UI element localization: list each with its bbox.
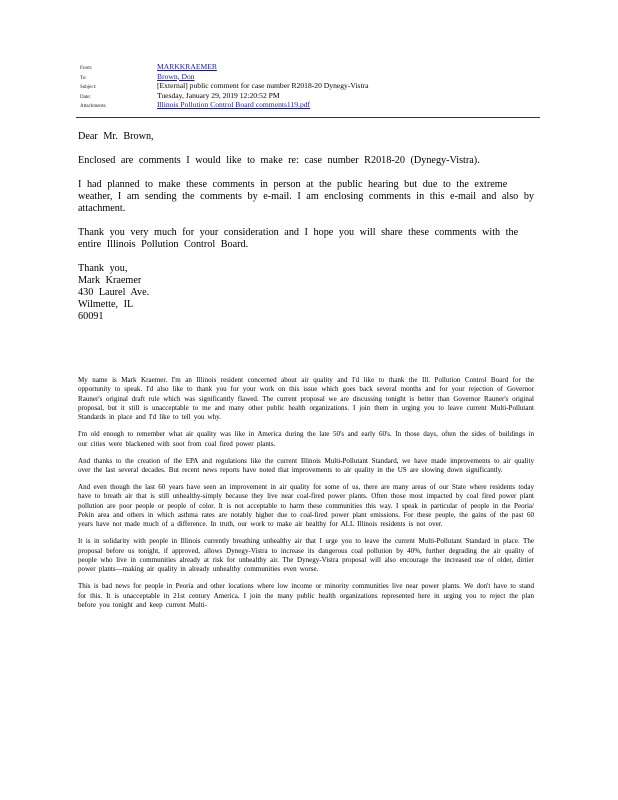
header-divider <box>76 117 540 118</box>
date-value: Tuesday, January 29, 2019 12:20:52 PM <box>157 90 280 100</box>
signature-name: Mark Kraemer <box>78 275 142 286</box>
from-value[interactable]: MARKKRAEMER <box>157 62 217 71</box>
header-attachments-row <box>80 100 550 110</box>
letter-body <box>78 131 538 323</box>
letter-paragraph-3: Thank you very much for your consideration and I hope you will share these comments with the entire Illinois Pollution Control Board. <box>78 227 519 250</box>
essay-paragraph: My name is Mark Kraemer. I'm an Illinois resident concerned about air quality and I'd like to thank the Ill. Pollution Control Board for the opportunity to speak. I'd also like to thank you for your work on this issue which goes back several months and for your rejection of Governor Rauner's original draft rule which was significantly flawed. The current proposal we are discussing tonight is better than Governor Rauner's original proposal, but it still is unacceptable to me and many other public health organizations. I join them in urging you to leave current Multi-Pollutant Standards in place and I'd like to tell you why. <box>78 376 534 422</box>
date-label: Date: <box>80 94 91 100</box>
essay-paragraph: And thanks to the creation of the EPA and regulations like the current Illinois Multi-Pollutant Standard, we have made improvements to air quality over the last several decades. But recent news reports have noted that improvements to air quality in the US are slowing down significantly. <box>78 456 534 474</box>
letter-paragraph-1: Enclosed are comments I would like to make re: case number R2018-20 (Dynegy-Vistra). <box>78 155 480 166</box>
salutation: Dear Mr. Brown, <box>78 131 154 142</box>
email-header <box>80 62 550 110</box>
essay-paragraph: I'm old enough to remember what air quality was like in America during the late 50's and early 60's. In those days, often the sides of buildings in our cities were blackened with soot from coal fired power plants. <box>78 430 534 448</box>
essay-paragraph: This is bad news for people in Peoria and other locations where low income or minority communities live near power plants. We don't have to stand for this. It is unacceptable in 21st century America. I join the many public health organizations represented here in urging you to reject the plan before you tonight and keep current Multi- <box>78 582 534 609</box>
to-label: To: <box>80 75 87 81</box>
address-zip: 60091 <box>78 311 104 322</box>
subject-value: [External] public comment for case number R2018-20 Dynegy-Vistra <box>157 81 369 91</box>
attachments-label: Attachments: <box>80 104 107 110</box>
attachment-link[interactable]: Illinois Pollution Control Board comments119.pdf <box>157 100 311 110</box>
subject-label: Subject: <box>80 85 97 91</box>
header-date-row <box>80 91 550 101</box>
signature-block <box>78 263 538 323</box>
to-value[interactable]: Brown, Don <box>157 71 195 81</box>
from-label: From: <box>80 66 93 71</box>
address-street: 430 Laurel Ave. <box>78 287 150 298</box>
essay-paragraph: And even though the last 60 years have seen an improvement in air quality for some of us, there are many areas of our State where residents today have to breath air that is still unhealthy-simply because they live near coal-fired power plants. Often those most impacted by coal fired power plant pollution are poor people or people of color. It is not acceptable to harm these communities this way. I speak in particular of people in the Peoria/ Pekin area and others in which asthma rates are notably higher due to coal-fired power plant emissions. For these people, the gains of the past 60 years have not made much of a difference. In truth, our work to make air healthy for ALL Illinois residents is not over. <box>78 483 534 529</box>
comment-essay <box>78 376 534 618</box>
closing: Thank you, <box>78 263 128 274</box>
header-from-row <box>80 62 550 72</box>
essay-paragraph: It is in solidarity with people in Illinois currently breathing unhealthy air that I urge you to leave the current Multi-Pollutant Standard in place. The proposal before us tonight, if approved, allows Dynegy-Vistra to increase its dangerous coal pollution by 40%, further degrading the air quality of people who live in communities already at risk for unhealthy air. The Dynegy-Vistra proposal will also encourage the increased use of older, dirtier power plants—making air quality in already unhealthy communities even worse. <box>78 537 534 574</box>
header-subject-row <box>80 81 550 91</box>
header-to-row <box>80 72 550 82</box>
address-city: Wilmette, IL <box>78 299 134 310</box>
letter-paragraph-2: I had planned to make these comments in person at the public hearing but due to the extreme weather, I am sending the comments by e-mail. I am enclosing comments in this e-mail and also by attachment. <box>78 179 535 214</box>
